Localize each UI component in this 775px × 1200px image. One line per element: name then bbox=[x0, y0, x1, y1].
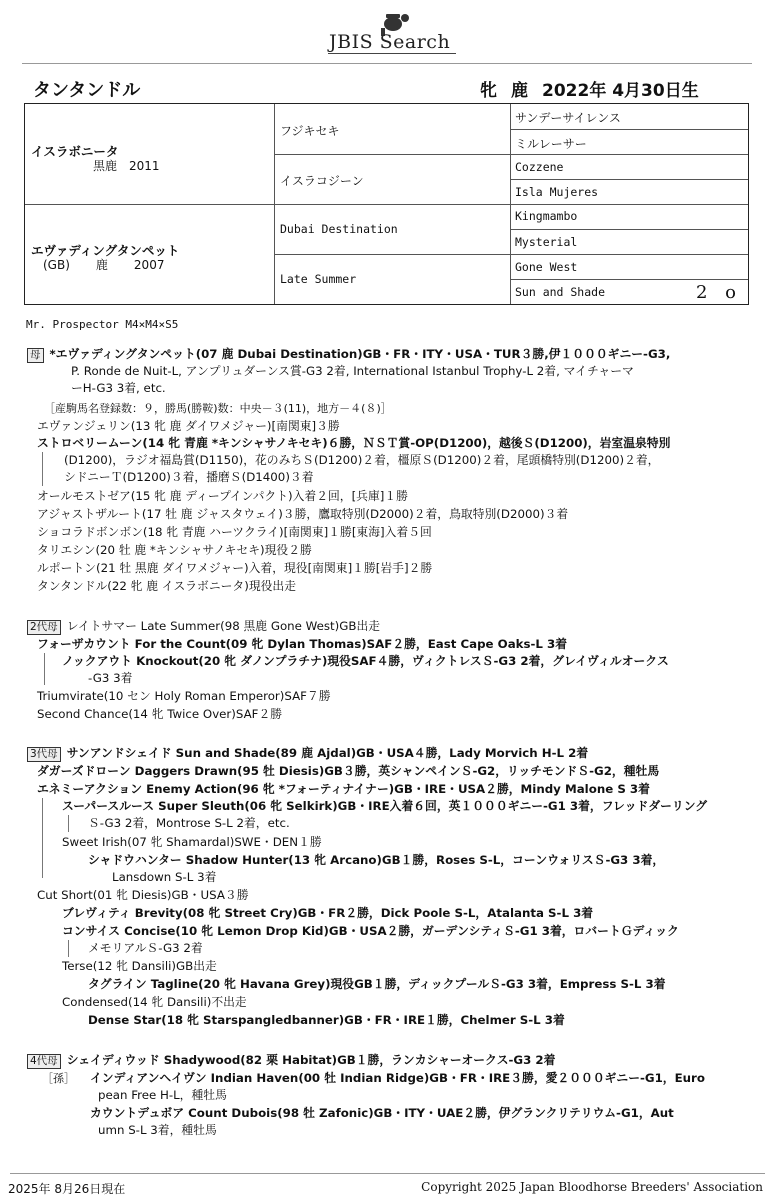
sire-name: イスラボニータ bbox=[31, 144, 119, 159]
g3-child-7: ブレヴィティ Brevity(08 牝 Street Cry)GB・FR２勝，Dick Poole S-L，Atalanta S-L 3着 bbox=[62, 906, 594, 920]
dam-sire: Dubai Destination bbox=[280, 222, 398, 236]
g3-heading: 3代母 サンアンドシェイド Sun and Shade(89 鹿 Ajdal)GB・USA４勝，Lady Morvich H-L 2着 bbox=[27, 745, 588, 762]
g3-child-9: Terse(12 牝 Dansili)GB出走 bbox=[62, 959, 217, 973]
g3-tag: 3代母 bbox=[27, 747, 61, 762]
dam-tag: 母 bbox=[27, 348, 44, 363]
g3-child-5b: Lansdown S-L 3着 bbox=[112, 870, 217, 884]
sds: Cozzene bbox=[515, 160, 564, 174]
offspring-2: ストロベリームーン(14 牝 青鹿 *キンシャサノキセキ)６勝，ＮＳＴ賞-OP(D1200)，越後Ｓ(D1200)，岩室温泉特別 bbox=[37, 436, 671, 450]
g4-child-2: カウントデュボア Count Dubois(98 牡 Zafonic)GB・ITY・UAE２勝，伊グランクリテリウム-G1，Aut bbox=[90, 1106, 674, 1120]
offspring-2b: (D1200)，ラジオ福島賞(D1150)，花のみちＳ(D1200)２着，橿原Ｓ(D1200)２着，尾頭橋特別(D1200)２着， bbox=[64, 453, 660, 467]
g3-child-8: コンサイス Concise(10 牝 Lemon Drop Kid)GB・USA２勝，ガーデンシティＳ-G1 3着，ロバートＧディック bbox=[62, 924, 679, 938]
dam-stats: ［産駒馬名登録数：９，勝馬(勝鞍)数：中央－３(11)，地方－４(８)］ bbox=[44, 402, 392, 415]
logo-text: JBIS Search bbox=[329, 31, 451, 53]
offspring-1: エヴァンジェリン(13 牝 鹿 ダイワメジャー)[南関東]３勝 bbox=[37, 419, 340, 433]
g2-bar bbox=[44, 653, 45, 685]
sire-detail: 黒鹿 2011 bbox=[93, 159, 160, 173]
g2-child-1: フォーザカウント For the Count(09 牝 Dylan Thomas)SAF２勝，East Cape Oaks-L 3着 bbox=[37, 637, 568, 651]
g3-child-8b: メモリアルＳ-G3 2着 bbox=[88, 941, 203, 955]
footer-copyright: Copyright 2025 Japan Bloodhorse Breeders' Association bbox=[421, 1180, 763, 1194]
dds: Gone West bbox=[515, 260, 578, 274]
dam-line-3: ーH-G3 3着, etc. bbox=[71, 381, 166, 395]
horse-birth: 2022年 4月30日生 bbox=[542, 81, 699, 101]
dam-line-2: P. Ronde de Nuit-L, アンプリュダーンス賞-G3 2着, International Istanbul Trophy-L 2着, マイチャーマ bbox=[71, 364, 634, 378]
offspring-3: オールモストゼア(15 牝 鹿 ディープインパクト)入着２回，[兵庫]１勝 bbox=[37, 489, 408, 503]
dam-heading: 母 *エヴァディングタンペット(07 鹿 Dubai Destination)GB・FR・ITY・USA・TUR３勝,伊１０００ギニー-G3, bbox=[27, 346, 670, 363]
g4-grandchild-tag: ［孫］ bbox=[42, 1072, 75, 1085]
g2-tag: 2代母 bbox=[27, 620, 61, 635]
offspring-2-bar bbox=[42, 452, 43, 486]
g3-child-2: エネミーアクション Enemy Action(96 牝 *フォーティナイナー)GB・IRE・USA２勝，Mindy Malone S 3着 bbox=[37, 782, 650, 796]
g4-child-1b: pean Free H-L，種牡馬 bbox=[98, 1088, 227, 1102]
offspring-7: ルポートン(21 牡 黒鹿 ダイワメジャー)入着，現役[南関東]１勝[岩手]２勝 bbox=[37, 561, 433, 575]
g3-child-3: スーパースルース Super Sleuth(06 牝 Selkirk)GB・IRE入着６回，英１０００ギニー-G1 3着，フレッドダーリング bbox=[62, 799, 708, 813]
sss: サンデーサイレンス bbox=[515, 111, 621, 125]
g2-child-3: Triumvirate(10 セン Holy Roman Emperor)SAF７勝 bbox=[37, 689, 331, 703]
footer-date: 2025年 8月26日現在 bbox=[8, 1182, 126, 1196]
offspring-4: アジャストザルート(17 牡 鹿 ジャスタウェイ)３勝，鷹取特別(D2000)２着，鳥取特別(D2000)３着 bbox=[37, 507, 569, 521]
pedigree-table bbox=[24, 103, 749, 305]
offspring-8: タンタンドル(22 牝 鹿 イスラボニータ)現役出走 bbox=[37, 579, 297, 593]
horse-sex: 牝 bbox=[480, 81, 497, 101]
offspring-5: ショコラドボンボン(18 牝 青鹿 ハーツクライ)[南関東]１勝[東海]入着５回 bbox=[37, 525, 432, 539]
dam-detail: (GB) 鹿 2007 bbox=[43, 258, 165, 272]
g3-child-12: Dense Star(18 牝 Starspangledbanner)GB・FR・IRE１勝，Chelmer S-L 3着 bbox=[88, 1013, 565, 1027]
pedigree-mark: 2 o bbox=[695, 282, 742, 303]
g4-child-2b: umn S-L 3着，種牡馬 bbox=[98, 1123, 217, 1137]
sire-sire: フジキセキ bbox=[280, 124, 340, 138]
ddd: Sun and Shade bbox=[515, 285, 606, 299]
g3-child-4: Sweet Irish(07 牝 Shamardal)SWE・DEN１勝 bbox=[62, 835, 322, 849]
logo-underline bbox=[328, 53, 456, 54]
horse-color: 鹿 bbox=[511, 81, 528, 101]
g3-bar-2 bbox=[68, 815, 69, 832]
g3-child-5: シャドウハンター Shadow Hunter(13 牝 Arcano)GB１勝，Roses S-L，コーンウォリスＳ-G3 3着， bbox=[88, 853, 665, 867]
g3-bar-1 bbox=[42, 798, 43, 878]
sire-dam: イスラコジーン bbox=[280, 174, 364, 188]
horse-info bbox=[480, 76, 713, 101]
dss: Kingmambo bbox=[515, 209, 578, 223]
dsd: Mysterial bbox=[515, 235, 578, 249]
g2-child-2: ノックアウト Knockout(20 牝 ダノンプラチナ)現役SAF４勝，ヴィクトレスＳ-G3 2着，グレイヴィルオークス bbox=[62, 654, 669, 668]
g3-child-6: Cut Short(01 牝 Diesis)GB・USA３勝 bbox=[37, 888, 249, 902]
g4-child-1: インディアンヘイヴン Indian Haven(00 牡 Indian Ridge)GB・FR・IRE３勝，愛２０００ギニー-G1，Euro bbox=[90, 1071, 705, 1085]
g3-child-10: タグライン Tagline(20 牝 Havana Grey)現役GB１勝，ディックプールＳ-G3 3着，Empress S-L 3着 bbox=[88, 977, 666, 991]
g2-child-4: Second Chance(14 牝 Twice Over)SAF２勝 bbox=[37, 707, 283, 721]
inbreeding-line: Mr. Prospector M4×M4×S5 bbox=[26, 318, 179, 331]
g4-heading: 4代母 シェイディウッド Shadywood(82 栗 Habitat)GB１勝，ランカシャーオークス-G3 2着 bbox=[27, 1052, 555, 1069]
ssd: ミルレーサー bbox=[515, 137, 587, 151]
dam-dam: Late Summer bbox=[280, 272, 357, 286]
g3-child-3b: Ｓ-G3 2着，Montrose S-L 2着，etc. bbox=[88, 816, 290, 830]
g2-child-2b: -G3 3着 bbox=[88, 671, 133, 685]
offspring-2c: シドニーＴ(D1200)３着，播磨Ｓ(D1400)３着 bbox=[64, 470, 314, 484]
g4-tag: 4代母 bbox=[27, 1054, 61, 1069]
g3-child-11: Condensed(14 牝 Dansili)不出走 bbox=[62, 995, 247, 1009]
g2-heading: 2代母 レイトサマー Late Summer(98 黒鹿 Gone West)GB出走 bbox=[27, 618, 380, 635]
sdd: Isla Mujeres bbox=[515, 185, 599, 199]
footer-divider bbox=[10, 1173, 765, 1174]
header-divider bbox=[22, 63, 752, 64]
offspring-6: タリエシン(20 牡 鹿 *キンシャサノキセキ)現役２勝 bbox=[37, 543, 312, 557]
g3-child-1: ダガーズドローン Daggers Drawn(95 牡 Diesis)GB３勝，英シャンペインＳ-G2，リッチモンドＳ-G2，種牡馬 bbox=[37, 764, 660, 778]
g3-bar-3 bbox=[68, 940, 69, 957]
dam-name: エヴァディングタンペット bbox=[31, 243, 180, 258]
horse-name: タンタンドル bbox=[33, 80, 141, 101]
